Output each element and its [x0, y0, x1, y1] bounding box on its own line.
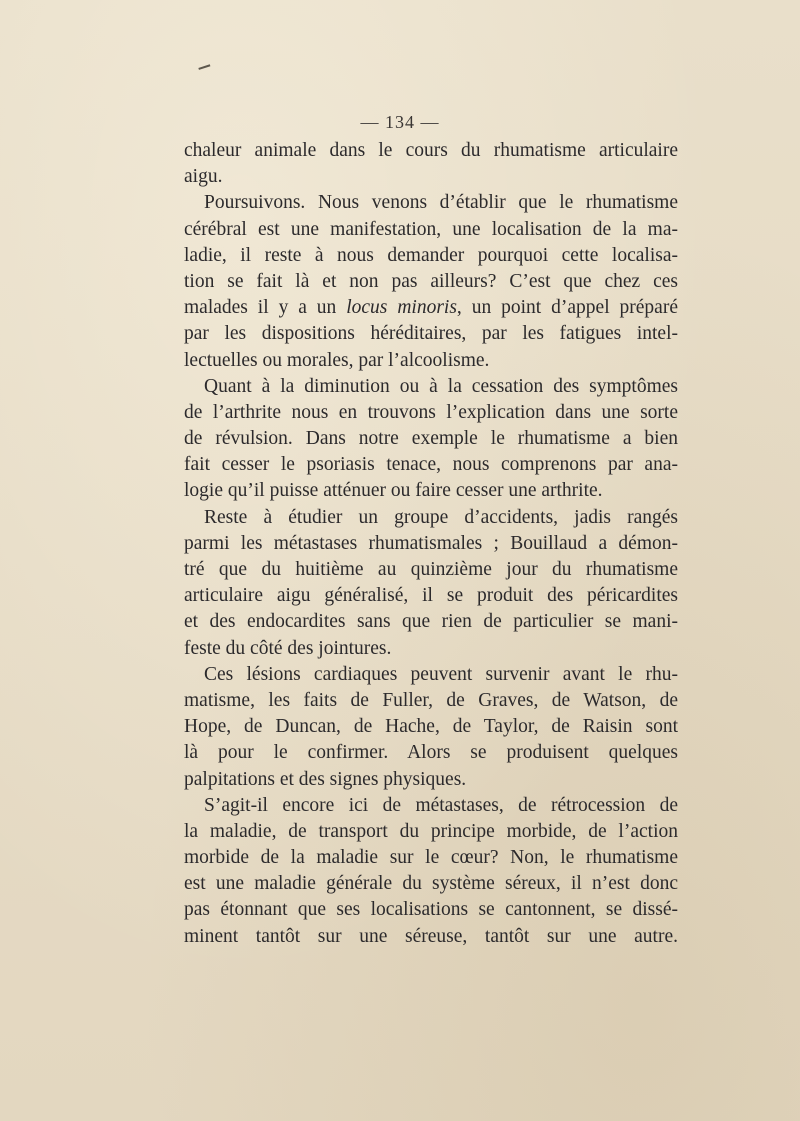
- text-line: est une maladie générale du système séreux, il n’est donc: [184, 873, 678, 895]
- text-line: de l’arthrite nous en trouvons l’explication dans une sorte: [184, 401, 678, 423]
- text-line: par les dispositions héréditaires, par les fatigues intel-: [184, 323, 678, 345]
- text-line: logie qu’il puisse atténuer ou faire cesser une arthrite.: [184, 480, 603, 502]
- text-line: articulaire aigu généralisé, il se produit des péricardites: [184, 585, 678, 607]
- text-line: et des endocardites sans que rien de particulier se mani-: [184, 611, 678, 633]
- body-text: [184, 138, 678, 950]
- text-line: S’agit-il encore ici de métastases, de rétrocession de: [204, 794, 678, 816]
- text-line: Poursuivons. Nous venons d’établir que le rhumatisme: [204, 192, 678, 214]
- text-line: pas étonnant que ses localisations se cantonnent, se dissé-: [184, 899, 678, 921]
- text-line: Ces lésions cardiaques peuvent survenir avant le rhu-: [204, 663, 678, 685]
- text-line: Hope, de Duncan, de Hache, de Taylor, de Raisin sont: [184, 716, 678, 738]
- text-line: feste du côté des jointures.: [184, 637, 392, 659]
- text-line: morbide de la maladie sur le cœur? Non, le rhumatisme: [184, 847, 678, 869]
- text-line: [184, 295, 678, 321]
- text-line: aigu.: [184, 166, 223, 188]
- text-line: lectuelles ou morales, par l’alcoolisme.: [184, 349, 490, 371]
- text-line: Reste à étudier un groupe d’accidents, jadis rangés: [204, 506, 678, 528]
- page-number: — 134 —: [360, 112, 440, 132]
- text-line: de révulsion. Dans notre exemple le rhumatisme a bien: [184, 428, 678, 450]
- text-line: palpitations et des signes physiques.: [184, 768, 467, 790]
- text-segment: malades il y a un: [184, 297, 347, 319]
- text-line: tion se fait là et non pas ailleurs? C’est que chez ces: [184, 270, 678, 292]
- text-line: minent tantôt sur une séreuse, tantôt sur une autre.: [184, 925, 678, 947]
- text-line: matisme, les faits de Fuller, de Graves, de Watson, de: [184, 689, 678, 711]
- text-line: fait cesser le psoriasis tenace, nous comprenons par ana-: [184, 454, 678, 476]
- ink-mark: [198, 64, 211, 73]
- text-segment: , un point d’appel préparé: [456, 297, 678, 319]
- text-line: Quant à la diminution ou à la cessation des symptômes: [204, 375, 678, 397]
- text-line: ladie, il reste à nous demander pourquoi cette localisa-: [184, 244, 678, 266]
- text-line: cérébral est une manifestation, une localisation de la ma-: [184, 218, 678, 240]
- text-line: chaleur animale dans le cours du rhumatisme articulaire: [184, 140, 678, 161]
- text-line: la maladie, de transport du principe morbide, de l’action: [184, 820, 678, 842]
- text-line: là pour le confirmer. Alors se produisent quelques: [184, 742, 678, 764]
- italic-phrase: locus minoris: [346, 297, 457, 319]
- text-line: tré que du huitième au quinzième jour du rhumatisme: [184, 559, 678, 580]
- text-line: parmi les métastases rhumatismales ; Bouillaud a démon-: [184, 532, 678, 554]
